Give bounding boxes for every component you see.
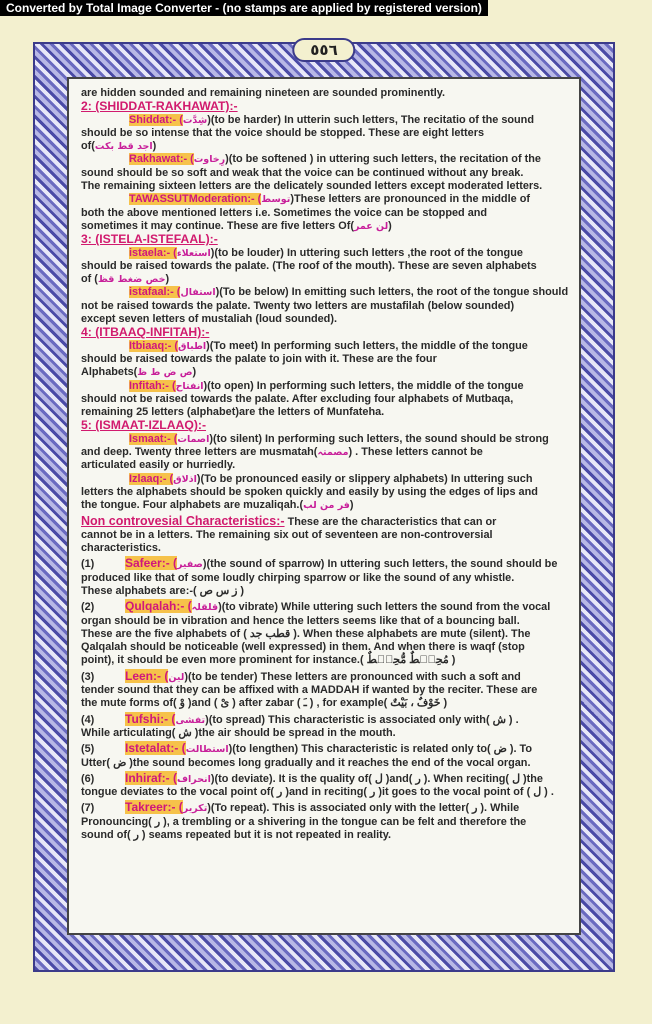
item-text: organ should be in vibration and hence the letters seems like that of a bouncing ball. <box>81 614 520 627</box>
item-text: )(the sound of sparrow) In uttering such letters, the sound should be <box>202 558 558 571</box>
arabic-istafaal: استفال <box>180 287 216 299</box>
text: ) <box>349 499 354 512</box>
item-text: the mute forms of( وْ )and ( یْ ) after zabar ( ـَ ) , for example( خَوْفٌ ، بَیْتٌ ) <box>81 697 448 710</box>
line <box>81 273 569 286</box>
arabic-rakhawat: رِخاوت <box>193 154 226 166</box>
text: ) <box>388 219 392 232</box>
non-controversial-intro <box>81 515 569 529</box>
text: )These letters are pronounced in the middle of <box>290 193 530 206</box>
line: should be so intense that the voice should be stopped. These are eight letters <box>81 126 485 139</box>
item-text: )(to spread) This characteristic is associated only with( ش ) . <box>205 713 519 726</box>
infitah-para <box>81 380 569 393</box>
term-istaela: istaela:- ( <box>129 246 177 259</box>
item-text: While articulating( ش )the air should be spread in the mouth. <box>81 726 396 739</box>
text: )(To be below) In emitting such letters, the root of the tongue should <box>215 286 569 299</box>
line: except seven letters of mustaliah (loud sounded). <box>81 313 337 326</box>
item-text: )(To repeat). This is associated only with the letter( ر ). While <box>207 802 520 815</box>
arabic-letters: خص ضغط قظ <box>97 274 166 286</box>
line <box>81 641 569 654</box>
itbaaq-para <box>81 340 569 353</box>
line <box>81 727 569 740</box>
item-term: Istetalat:- ( <box>125 741 186 756</box>
item-number: (5) <box>81 743 95 756</box>
line <box>81 366 569 379</box>
ismaat-para <box>81 433 569 446</box>
text: )(to open) In performing such letters, the middle of the tongue <box>203 379 524 392</box>
text-panel <box>67 77 581 935</box>
line: not be raised towards the palate. Twenty two letters are mustafilah (below sounded) <box>81 299 515 312</box>
text: ) <box>152 140 157 153</box>
line: The remaining sixteen letters are the delicately sounded letters except moderated letters. <box>81 180 543 193</box>
term-ismaat: Ismaat:- ( <box>129 432 178 445</box>
istaela-para <box>81 247 569 260</box>
item-text: tender sound that they can be affixed with a MADDAH if wanted by the reciter. These are <box>81 684 538 697</box>
line: sound should be so soft and weak that the voice can be continued without any break. <box>81 166 524 179</box>
item-arabic: لین <box>168 671 185 683</box>
text: ) <box>165 273 170 286</box>
text: Alphabets( <box>81 366 138 379</box>
list-item <box>81 742 569 756</box>
item-term: Tufshi:- ( <box>125 711 176 726</box>
term-izlaaq: Izlaaq:- ( <box>129 472 174 485</box>
line <box>81 684 569 697</box>
text: the tongue. Four alphabets are muzaliqah.( <box>81 499 304 512</box>
line <box>81 615 569 628</box>
line <box>81 572 569 585</box>
text: and deep. Twenty three letters are musmatah( <box>81 446 318 459</box>
item-text: Qalqalah should be noticeable (well expressed) in them. And when there is waqf (stop <box>81 641 525 654</box>
decorative-border <box>33 42 615 972</box>
istafaal-para <box>81 286 569 299</box>
item-text: tongue deviates to the vocal point of( ر )and in reciting( ر )it goes to the vocal point of ( ل ) . <box>81 786 554 799</box>
line <box>81 654 569 667</box>
term-istafaal: istafaal:- ( <box>129 286 181 299</box>
term-tawassut: TAWASSUTModeration:- ( <box>129 193 262 206</box>
rakhawat-para <box>81 153 569 166</box>
item-number: (2) <box>81 601 95 614</box>
list-item <box>81 600 569 614</box>
line <box>81 829 569 842</box>
line <box>81 446 569 459</box>
line: should be raised towards the palate to join with it. These are the four <box>81 352 437 365</box>
line: should not be raised towards the palate. After excluding four alphabets of Mutbaqa, <box>81 392 514 405</box>
arabic-izlaaq: اذلاق <box>173 473 197 485</box>
arabic-istaela: استعلاء <box>176 247 211 259</box>
line <box>81 140 569 153</box>
arabic-word: مصمتہ <box>317 447 349 459</box>
arabic-ismaat: اصمات <box>177 433 210 445</box>
item-arabic: انحراف <box>177 773 211 785</box>
item-number: (4) <box>81 713 95 726</box>
item-text: These are the five alphabets of ( قطب جد ). When these alphabets are mute (silent). The <box>81 627 531 640</box>
heading-istela-istefaal: 3: (ISTELA-ISTEFAAL):- <box>81 232 218 247</box>
list-item <box>81 801 569 815</box>
item-term: Takreer:- ( <box>125 800 183 815</box>
item-number: (3) <box>81 670 95 683</box>
arabic-letters: ص ض ط ظ <box>137 367 193 379</box>
item-text: point), it should be even more prominent for instance.( مُحِیۡطٌ مُّحِیۡطٌ ) <box>81 654 456 667</box>
line <box>81 628 569 641</box>
arabic-tawassut: توسط <box>261 194 291 206</box>
line <box>81 786 569 799</box>
line <box>81 697 569 710</box>
text: )(to be louder) In uttering such letters ,the root of the tongue <box>210 246 523 259</box>
line <box>81 499 569 512</box>
line <box>81 816 569 829</box>
arabic-infitah: انفتاح <box>175 380 204 392</box>
item-arabic: تکریر <box>182 803 208 815</box>
item-number: (6) <box>81 772 95 785</box>
text: )(to be harder) In utterin such letters, The recitatio of the sound <box>207 113 534 126</box>
item-text: produced like that of some loudly chirping sparrow or like the sound of any whistle. <box>81 571 515 584</box>
item-arabic: قلقلہ <box>191 602 219 614</box>
arabic-shiddat: شِدَّت <box>182 114 208 126</box>
item-number: (1) <box>81 558 95 571</box>
line: remaining 25 letters (alphabet)are the letters of Munfateha. <box>81 406 385 419</box>
line: should be raised towards the palate. (The roof of the mouth). These are seven alphabets <box>81 259 537 272</box>
line <box>81 585 569 598</box>
arabic-itbaaq: اطباق <box>178 340 207 352</box>
text: of( <box>81 140 95 153</box>
text: )(to be softened ) in uttering such letters, the recitation of the <box>225 153 541 166</box>
list-item <box>81 557 569 571</box>
item-text: )(to be tender) These letters are pronounced with such a soft and <box>184 670 521 683</box>
term-itbaaq: Itbiaaq:- ( <box>129 339 179 352</box>
line: cannot be in a letters. The remaining six out of seventeen are non-controversial <box>81 528 493 541</box>
text: )(To be pronounced easily or slippery alphabets) In uttering such <box>196 472 533 485</box>
heading-ismaat-izlaaq: 5: (ISMAAT-IZLAAQ):- <box>81 418 207 433</box>
item-term: Safeer:- ( <box>125 556 178 571</box>
text: ) <box>192 366 197 379</box>
item-number: (7) <box>81 802 95 815</box>
item-arabic: صفیر <box>177 559 203 571</box>
converter-banner: Converted by Total Image Converter - (no stamps are applied by registered version) <box>0 0 488 16</box>
arabic-letters: اجد قط بکت <box>94 141 153 153</box>
line: both the above mentioned letters i.e. Sometimes the voice can be stopped and <box>81 206 488 219</box>
shiddat-para <box>81 114 569 127</box>
list-item <box>81 772 569 786</box>
heading-itbaaq-infitah: 4: (ITBAAQ-INFITAH):- <box>81 325 210 340</box>
item-text: )(to deviate). It is the quality of( ل )and( ر ). When reciting( ل )the <box>210 772 543 785</box>
text: These are the characteristics that can or <box>284 515 497 528</box>
text: )(To meet) In performing such letters, the middle of the tongue <box>206 339 528 352</box>
line: articulated easily or hurriedly. <box>81 459 236 472</box>
arabic-letters: لن عمر <box>353 220 389 232</box>
intro-line: are hidden sounded and remaining nineteen are sounded prominently. <box>81 87 446 99</box>
item-text: Utter( ض )the sound becomes long gradually and it reaches the end of the vocal organ. <box>81 756 531 769</box>
heading-shiddat-rakhawat: 2: (SHIDDAT-RAKHAWAT):- <box>81 99 238 114</box>
line: characteristics. <box>81 542 161 555</box>
page-number: ٥٥٦ <box>292 38 355 62</box>
text: of ( <box>81 273 98 286</box>
arabic-letters: فر من لب <box>303 500 350 512</box>
item-term: Inhiraf:- ( <box>125 770 177 785</box>
heading-non-controversial: Non controvesial Characteristics:- <box>81 513 285 528</box>
text: )(to silent) In performing such letters, the sound should be strong <box>209 432 549 445</box>
item-term: Leen:- ( <box>125 668 169 683</box>
item-text: These alphabets are:-( ز س ص ) <box>81 584 245 597</box>
line <box>81 757 569 770</box>
list-item <box>81 713 569 727</box>
tawassut-para <box>81 193 569 206</box>
item-term: Qulqalah:- ( <box>125 599 192 614</box>
item-arabic: تفشی <box>175 714 206 726</box>
item-arabic: استطالت <box>185 744 229 756</box>
item-text: )(to vibrate) While uttering such letters the sound from the vocal <box>218 601 551 614</box>
term-shiddat: Shiddat:- ( <box>129 113 183 126</box>
izlaaq-para <box>81 473 569 486</box>
line <box>81 220 569 233</box>
term-rakhawat: Rakhawat:- ( <box>129 153 194 166</box>
item-text: )(to lengthen) This characteristic is related only to( ض ). To <box>228 743 533 756</box>
list-item <box>81 670 569 684</box>
line: letters the alphabets should be spoken quickly and easily by using the edges of lips and <box>81 485 538 498</box>
text: sometimes it may continue. These are five letters Of( <box>81 219 354 232</box>
text: ) . These letters cannot be <box>348 446 483 459</box>
item-text: Pronouncing( ر ), a trembling or a shivering in the tongue can be felt and therefore the <box>81 815 527 828</box>
term-infitah: Infitah:- ( <box>129 379 176 392</box>
characteristics-list <box>81 557 569 842</box>
item-text: sound of( ر ) seams repeated but it is not repeated in reality. <box>81 829 392 842</box>
